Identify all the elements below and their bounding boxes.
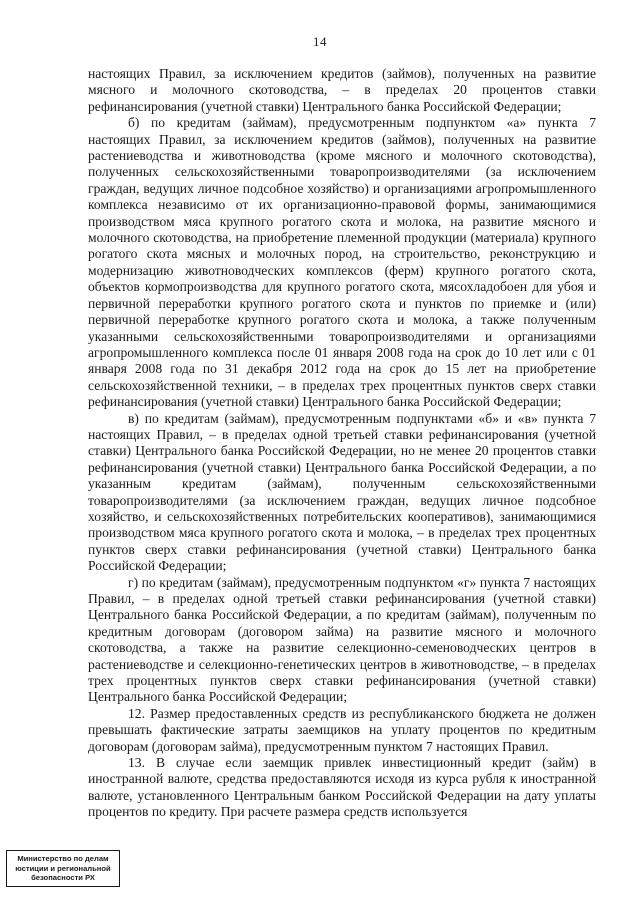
paragraph-subitem-g: г) по кредитам (займам), предусмотренным подпунктом «г» пункта 7 настоящих Правил, – в пределах одной третьей ставки рефинансирования (учетной ставки) Центрального банка Российской Федерации, а по кредитам (займам), полученным по кредитным договорам (договором займа) на развитие мясного и молочного скотоводства, а также на развитие селекционно-семеноводческих центров в растениеводстве и селекционно-генетических центров в животноводстве, – в пределах трех процентных пунктов сверх ставки рефинансирования (учетной ставки) Центрального банка Российской Федерации; (88, 574, 596, 705)
ministry-stamp (6, 850, 120, 887)
paragraph-subitem-b: б) по кредитам (займам), предусмотренным подпунктом «а» пункта 7 настоящих Правил, за исключением кредитов (займов), полученных на развитие растениеводства и животноводства (кроме мясного и молочного скотоводства), полученных сельскохозяйственными товаропроизводителями (за исключением граждан, ведущих личное подсобное хозяйство) и организациями агропромышленного комплекса независимо от их организационно-правовой формы, занимающимися производством мяса крупного рогатого скота и молока, на развитие мясного и молочного скотоводства, на приобретение племенной продукции (материала) крупного рогатого скота мясных и молочных пород, на строительство, реконструкцию и модернизацию животноводческих комплексов (ферм) крупного рогатого скота, объектов кормопроизводства для крупного рогатого скота, мясохладобоен для убоя и первичной переработки крупного рогатого скота и пунктов по приемке и (или) первичной переработке крупного рогатого скота и молока, а также полученным указанными сельскохозяйственными товаропроизводителями и организациями агропромышленного комплекса после 01 января 2008 года на срок до 10 лет или с 01 января 2008 года по 31 декабря 2012 года на срок до 15 лет на приобретение сельскохозяйственной техники, – в пределах трех процентных пунктов сверх ставки рефинансирования (учетной ставки) Центрального банка Российской Федерации; (88, 115, 596, 410)
stamp-line-2: юстиции и региональной (15, 863, 111, 873)
paragraph-continuation: настоящих Правил, за исключением кредитов (займов), полученных на развитие мясного и молочного скотоводства, – в пределах 20 процентов ставки рефинансирования (учетной ставки) Центрального банка Российской Федерации; (88, 66, 596, 114)
paragraph-subitem-v: в) по кредитам (займам), предусмотренным подпунктами «б» и «в» пункта 7 настоящих Правил, – в пределах одной третьей ставки рефинансирования (учетной ставки) Центрального банка Российской Федерации, но не менее 20 процентов ставки рефинансирования (учетной ставки) Центрального банка Российской Федерации, а по указанным кредитам (займам), полученным сельскохозяйственными товаропроизводителями (за исключением граждан, ведущих личное подсобное хозяйство, и сельскохозяйственных потребительских кооперативов), занимающимися производством мяса крупного рогатого скота и молока, – в пределах трех процентных пунктов сверх ставки рефинансирования (учетной ставки) Центрального банка Российской Федерации; (88, 410, 596, 574)
page-number: 14 (313, 34, 327, 49)
stamp-line-3: безопасности РХ (31, 873, 95, 883)
document-body (88, 66, 596, 821)
stamp-line-1: Министерство по делам (17, 854, 109, 863)
paragraph-item-13: 13. В случае если заемщик привлек инвестиционный кредит (займ) в иностранной валюте, средства предоставляются исходя из курса рубля к иностранной валюте, установленного Центральным банком Российской Федерации на дату уплаты процентов по кредиту. При расчете размера средств используется (88, 755, 596, 820)
paragraph-item-12: 12. Размер предоставленных средств из республиканского бюджета не должен превышать фактические затраты заемщиков на уплату процентов по кредитным договорам (договорам займа), предусмотренным пунктом 7 настоящих Правил. (88, 705, 596, 754)
